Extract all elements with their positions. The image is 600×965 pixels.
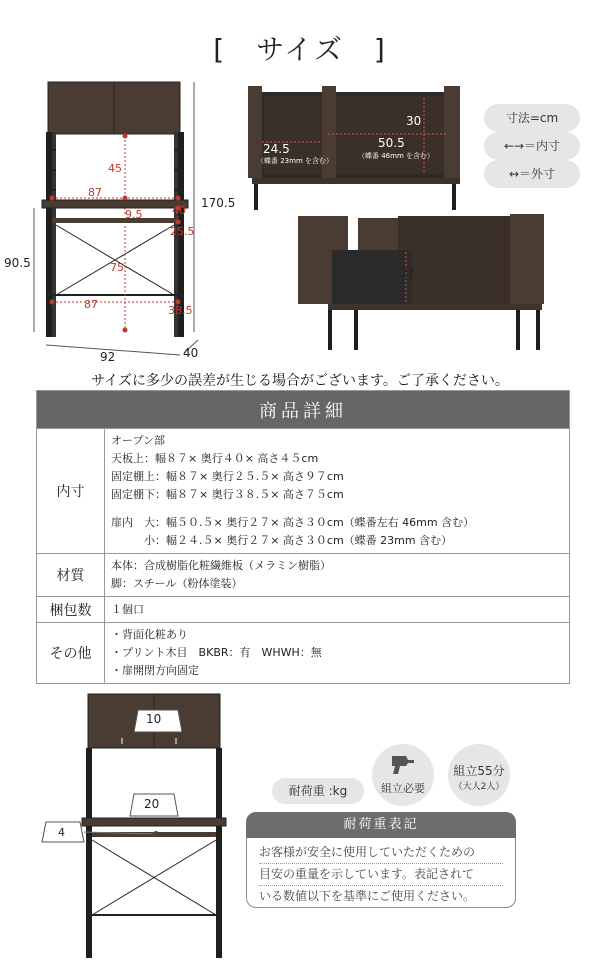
spec-line: 脚：スチール（粉体塗装） [111, 577, 243, 590]
load-table-heading: 耐荷重表記 [246, 812, 516, 838]
spec-line: 小：幅２４.５× 奥行２７× 高さ３０cm（蝶番 23mm 含む） [111, 534, 453, 547]
legend-unit: 寸法=cm [484, 104, 580, 132]
spec-line: ・プリント木目 BKBR：有 WHWH：無 [111, 646, 322, 659]
spec-line: 固定棚下：幅８７× 奥行３８.５× 高さ７５cm [111, 488, 344, 501]
spec-table [36, 390, 570, 684]
door-small-width: 24.5 [263, 142, 290, 156]
drill-icon [388, 750, 418, 776]
dim-top-shelf-height: 45 [108, 162, 122, 175]
load-table-body [246, 838, 516, 908]
inner-height: 30 [406, 114, 422, 128]
spec-key: その他 [37, 623, 105, 684]
dim-bottom-depth: 38.5 [168, 304, 193, 317]
load-table-line: お客様が安全に使用していただくための [259, 842, 503, 864]
assembly-people-label: （大人2人） [453, 782, 505, 792]
spec-value [105, 429, 570, 554]
assembly-required-badge [372, 744, 434, 806]
load-table-line: 目安の重量を示しています。表記されて [259, 864, 503, 886]
dim-height-lower: 90.5 [4, 256, 31, 270]
spec-line: オープン部 [111, 434, 166, 447]
cabinet-side-photo [298, 210, 546, 350]
spec-value [105, 554, 570, 597]
spec-key: 内寸 [37, 429, 105, 554]
load-top: 20 [144, 797, 160, 811]
spec-line: ・扉開閉方向固定 [111, 664, 199, 677]
assembly-time-badge [448, 744, 510, 806]
dim-fixed-shelf-upper-depth-a: 40 [172, 204, 186, 217]
dim-fixed-shelf-upper-height: 9.5 [125, 208, 143, 221]
page-title: [ サイズ ] [213, 33, 387, 66]
door-small-note: （蝶番 23mm を含む） [257, 157, 333, 165]
spec-key: 材質 [37, 554, 105, 597]
dim-height-total: 170.5 [201, 196, 236, 210]
assembly-time-label: 組立55分 [453, 764, 505, 778]
load-table-line: いる数値以下を基準にご使用ください。 [259, 886, 503, 908]
legend-outer: ↔＝外寸 [484, 160, 580, 188]
load-cabinet: 10 [146, 712, 162, 726]
dim-depth: 40 [183, 346, 199, 360]
door-large-width: 50.5 [378, 136, 405, 150]
spec-line: 扉内 大：幅５０.５× 奥行２７× 高さ３０cm（蝶番左右 46mm 含む） [111, 516, 475, 529]
spec-value [105, 597, 570, 623]
spec-value [105, 623, 570, 684]
table-row [37, 597, 570, 623]
legend-inner: ←→＝内寸 [484, 132, 580, 160]
table-row [37, 554, 570, 597]
dim-bottom-width: 87 [84, 298, 98, 311]
spec-heading: 商品詳細 [37, 391, 570, 429]
spec-key: 梱包数 [37, 597, 105, 623]
spec-line: 天板上：幅８７× 奥行４０× 高さ４５cm [111, 452, 319, 465]
dim-fixed-shelf-upper-depth-b: 25.5 [170, 225, 195, 238]
spec-line: １個口 [111, 602, 144, 616]
size-notice: サイズに多少の誤差が生じる場合がございます。ご了承ください。 [91, 373, 509, 389]
door-large-note: （蝶番 46mm を含む） [358, 152, 434, 160]
load-shelf: 4 [58, 826, 65, 839]
assembly-required-label: 組立必要 [381, 782, 425, 795]
spec-line: 本体：合成樹脂化粧繊維板（メラミン樹脂） [111, 559, 331, 572]
load-diagram [40, 690, 230, 960]
dim-top-shelf-width: 87 [88, 186, 102, 199]
dim-width: 92 [100, 350, 116, 364]
load-unit-badge: 耐荷重 :kg [272, 778, 364, 804]
inner-depth: 27 [400, 266, 416, 280]
table-row [37, 623, 570, 684]
dim-fixed-shelf-lower-height: 75 [110, 261, 124, 274]
spec-spacer [111, 504, 563, 514]
spec-line: ・背面化粧あり [111, 628, 188, 641]
spec-line: 固定棚上：幅８７× 奥行２５.５× 高さ９７cm [111, 470, 344, 483]
table-row [37, 429, 570, 554]
